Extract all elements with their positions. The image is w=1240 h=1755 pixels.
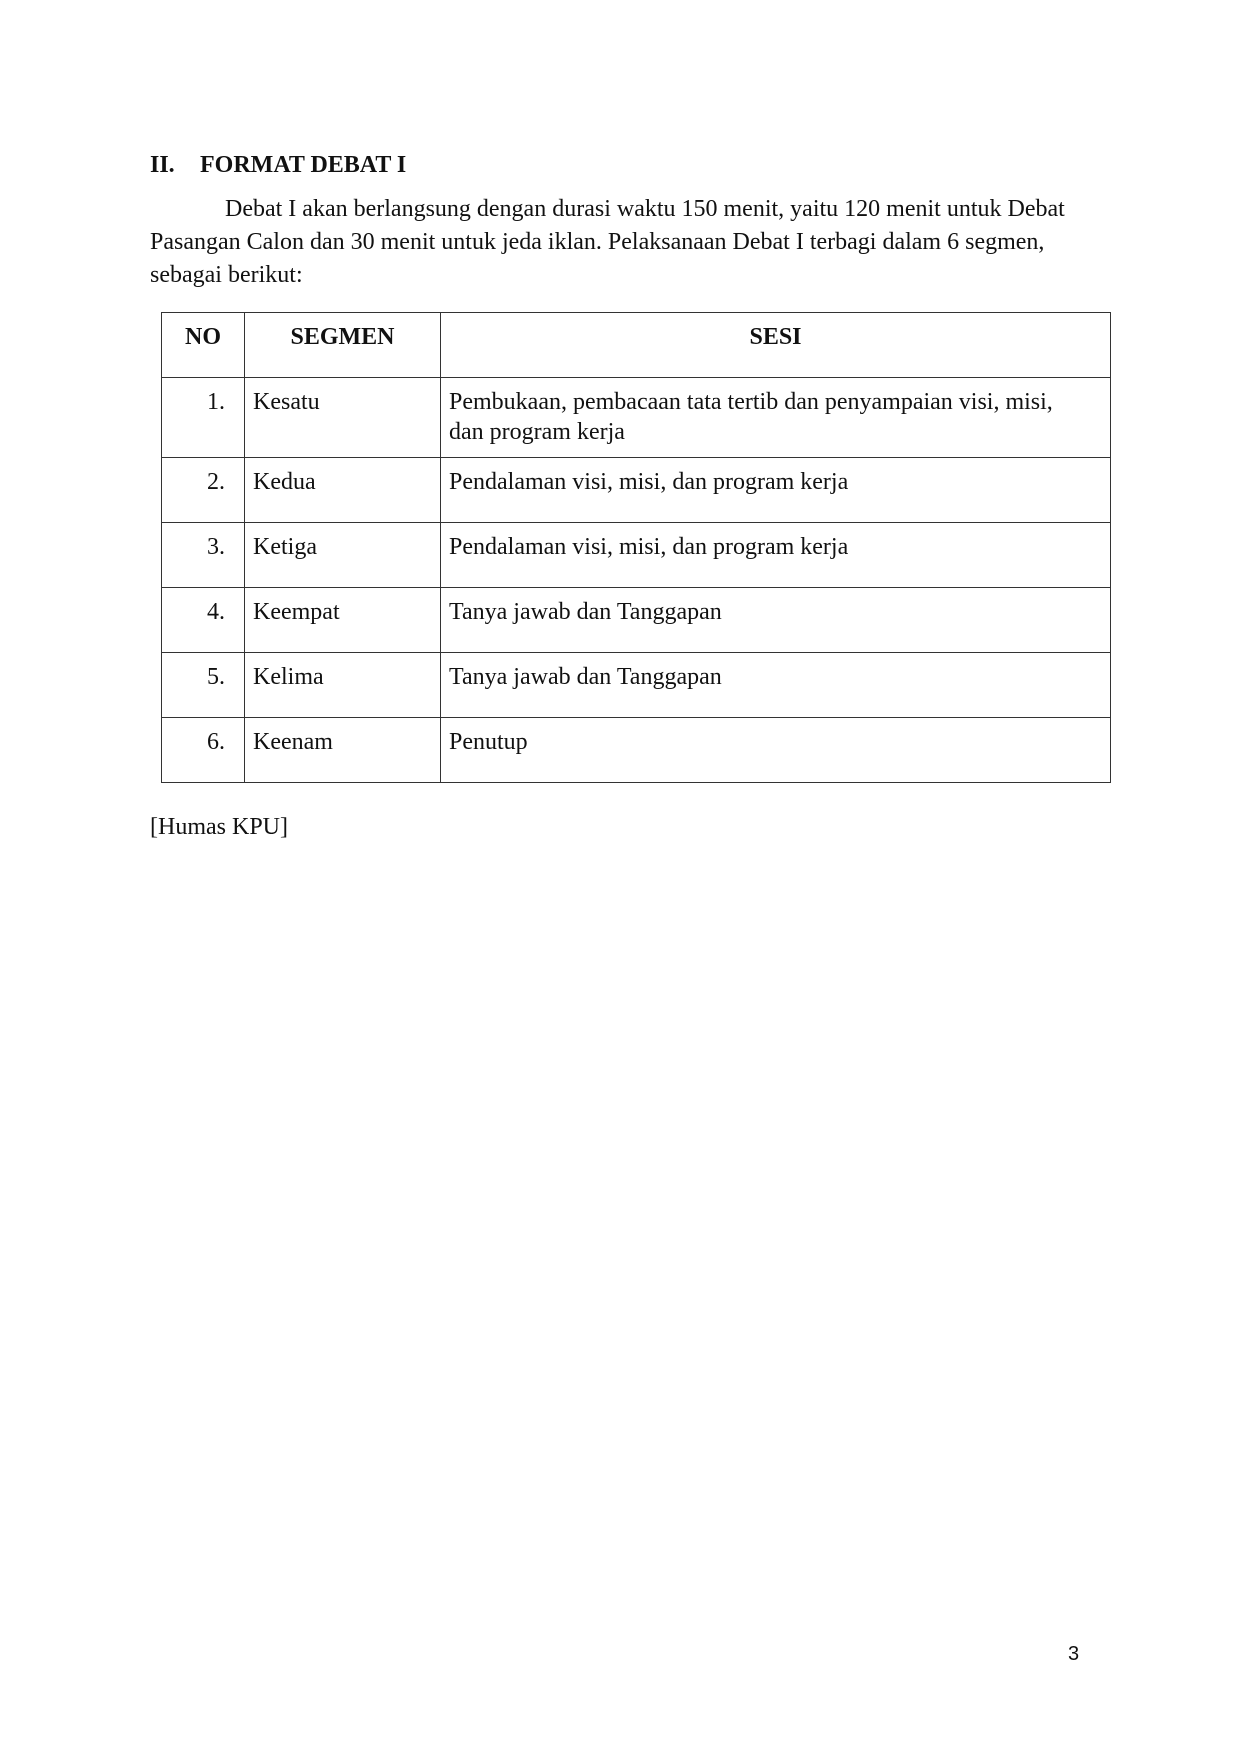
cell-no: 6. [162, 718, 245, 783]
table-row [162, 378, 1111, 458]
header-no: NO [162, 313, 245, 378]
cell-segmen: Kesatu [245, 378, 441, 458]
table-row [162, 523, 1111, 588]
cell-sesi-line: Pembukaan, pembacaan tata tertib dan penyampaian visi, misi, [449, 389, 1053, 415]
cell-segmen: Keempat [245, 588, 441, 653]
cell-no: 2. [162, 458, 245, 523]
cell-no: 4. [162, 588, 245, 653]
header-sesi: SESI [441, 313, 1111, 378]
cell-sesi: Pendalaman visi, misi, dan program kerja [441, 523, 1111, 588]
paragraph-line: Pasangan Calon dan 30 menit untuk jeda iklan. Pelaksanaan Debat I terbagi dalam 6 segmen, [150, 229, 1045, 255]
cell-no: 5. [162, 653, 245, 718]
cell-sesi: Pendalaman visi, misi, dan program kerja [441, 458, 1111, 523]
source-credit: [Humas KPU] [150, 814, 288, 840]
header-segmen: SEGMEN [245, 313, 441, 378]
paragraph-line: Debat I akan berlangsung dengan durasi waktu 150 menit, yaitu 120 menit untuk Debat [225, 196, 1065, 222]
section-title: FORMAT DEBAT I [200, 152, 407, 178]
cell-segmen: Keenam [245, 718, 441, 783]
cell-segmen: Kedua [245, 458, 441, 523]
cell-sesi: Penutup [441, 718, 1111, 783]
paragraph-line: sebagai berikut: [150, 262, 303, 288]
table-row [162, 588, 1111, 653]
table-row [162, 458, 1111, 523]
table-header-row [162, 313, 1111, 378]
intro-paragraph [150, 193, 1090, 292]
table-row [162, 718, 1111, 783]
cell-segmen: Kelima [245, 653, 441, 718]
cell-sesi-line: dan program kerja [449, 419, 625, 445]
cell-no: 1. [162, 378, 245, 458]
cell-no: 3. [162, 523, 245, 588]
cell-segmen: Ketiga [245, 523, 441, 588]
cell-sesi: Tanya jawab dan Tanggapan [441, 588, 1111, 653]
cell-sesi: Tanya jawab dan Tanggapan [441, 653, 1111, 718]
section-heading [150, 150, 406, 180]
table-row [162, 653, 1111, 718]
cell-sesi [441, 378, 1111, 458]
page-number: 3 [1068, 1643, 1080, 1665]
segment-table [161, 312, 1111, 783]
section-number: II. [150, 152, 175, 178]
